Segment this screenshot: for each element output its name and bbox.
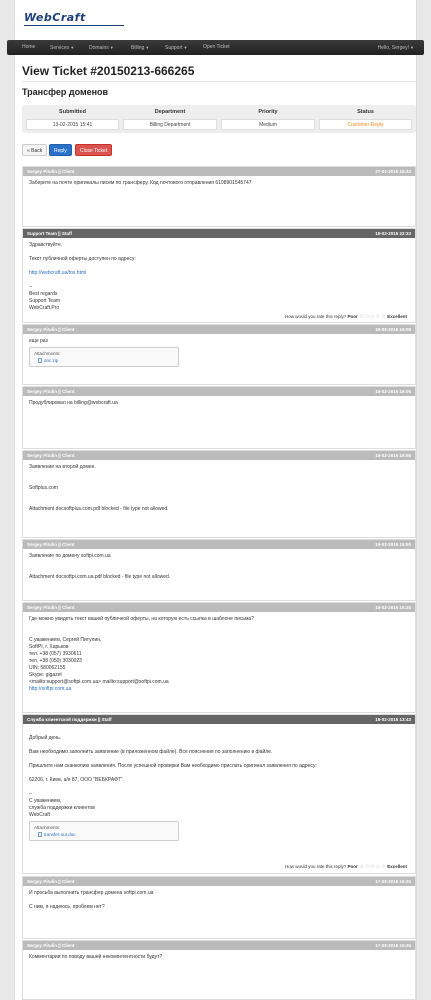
message-line: Заявление по домену softpi.com.ua bbox=[29, 553, 111, 559]
site-logo[interactable] bbox=[24, 11, 124, 26]
message-body bbox=[23, 460, 415, 517]
file-icon bbox=[38, 358, 42, 363]
logo-text: WebCraft bbox=[24, 11, 86, 24]
nav-open-ticket-label: Open Ticket bbox=[203, 44, 230, 50]
close-ticket-button[interactable]: Close Ticket bbox=[75, 144, 112, 156]
nav-support[interactable] bbox=[165, 40, 187, 55]
message-line: Добрый день. bbox=[29, 735, 62, 741]
message-line: тел. +38 (057) 3930611 bbox=[29, 651, 82, 657]
rating-excellent-label: Excellent bbox=[387, 314, 407, 319]
message-author: Sergey Pitulin || Client bbox=[27, 453, 75, 458]
message-author: Support Team || Staff bbox=[27, 231, 72, 236]
message-line: И просьба выполнить трансфер домена softpi.com.ua bbox=[29, 890, 154, 896]
message-header bbox=[23, 325, 415, 334]
info-department bbox=[121, 105, 219, 133]
message-header bbox=[23, 603, 415, 612]
message-author: Sergey Pitulin || Client bbox=[27, 879, 75, 884]
message-line: 62206, г. Киев, а/я 87, ООО "ВЕБКРАФТ". bbox=[29, 777, 124, 783]
nav-user-menu[interactable] bbox=[378, 40, 414, 55]
message-author: Sergey Pitulin || Client bbox=[27, 169, 75, 174]
nav-billing-label: Billing bbox=[131, 45, 145, 51]
reply-button[interactable]: Reply bbox=[49, 144, 72, 156]
message-item bbox=[22, 324, 416, 385]
website-link[interactable]: http://softpi.com.ua bbox=[29, 686, 72, 692]
message-date: 19-02-2015 15:25 bbox=[375, 605, 411, 610]
attachment-filename: doc.zip bbox=[44, 358, 59, 363]
nav-billing[interactable] bbox=[131, 40, 149, 55]
message-line: WebCraft.Pro bbox=[29, 305, 60, 311]
message-body bbox=[23, 334, 415, 371]
message-line: Где можно увидеть текст вашей публичной оферты, на которую есть ссылка в шаблоне письма? bbox=[29, 616, 254, 622]
message-header bbox=[23, 387, 415, 396]
message-line: Заберите на почте оригиналы писем по трансферу. Код почтового отправления 6108901545747 bbox=[29, 180, 252, 186]
message-line: <mailto:support@softpi.com.ua> mailto:support@softpi.com.ua bbox=[29, 679, 169, 685]
message-line: Продублировал на billing@webcraft.ua bbox=[29, 400, 118, 406]
message-item bbox=[22, 876, 416, 939]
rating-poor-label: Poor bbox=[347, 864, 358, 869]
info-priority bbox=[219, 105, 317, 133]
message-line: тел. +38 (050) 3030023 bbox=[29, 658, 82, 664]
top-navbar bbox=[7, 40, 424, 55]
attachments-box bbox=[29, 821, 179, 841]
message-header bbox=[23, 877, 415, 886]
nav-support-label: Support bbox=[165, 45, 183, 51]
message-line: Заявление на второй домен. bbox=[29, 464, 96, 470]
info-department-header: Department bbox=[154, 109, 186, 115]
message-date: 19-02-2015 22:33 bbox=[375, 231, 411, 236]
message-author: Sergey Pitulin || Client bbox=[27, 542, 75, 547]
message-body bbox=[23, 724, 415, 845]
info-priority-header: Priority bbox=[258, 109, 278, 115]
nav-services[interactable] bbox=[50, 40, 74, 55]
message-line: Пришлите нам сканкопию заявления. После успешной проверки Вам необходимо прислать оригинал заявления по адресу: bbox=[29, 763, 317, 769]
message-line: Best regards bbox=[29, 291, 58, 297]
message-item bbox=[22, 940, 416, 1000]
message-item bbox=[22, 450, 416, 538]
message-date: 19-02-2015 13:43 bbox=[375, 717, 411, 722]
message-body bbox=[23, 238, 415, 316]
message-line: Здравствуйте. bbox=[29, 242, 63, 248]
message-author: Sergey Pitulin || Client bbox=[27, 943, 75, 948]
message-body bbox=[23, 612, 415, 697]
status-badge: Customer-Reply bbox=[319, 119, 412, 130]
nav-home[interactable] bbox=[22, 40, 35, 55]
page-title: View Ticket #20150213-666265 bbox=[22, 64, 195, 78]
message-date: 19-02-2015 15:55 bbox=[375, 453, 411, 458]
message-author: Sergey Pitulin || Client bbox=[27, 605, 75, 610]
rating-question: How would you rate this reply? bbox=[284, 864, 347, 869]
info-status-header: Status bbox=[357, 109, 374, 115]
message-item bbox=[22, 714, 416, 874]
message-item bbox=[22, 228, 416, 323]
message-date: 19-02-2015 16:08 bbox=[375, 327, 411, 332]
message-header bbox=[23, 941, 415, 950]
caret-down-icon: ▼ bbox=[109, 45, 114, 50]
message-item bbox=[22, 602, 416, 713]
attachment-link[interactable] bbox=[38, 831, 174, 838]
message-line: WebCraft bbox=[29, 812, 51, 818]
info-department-value: Billing Department bbox=[123, 119, 217, 130]
message-body bbox=[23, 886, 415, 915]
message-line: UIN: 580062155 bbox=[29, 665, 66, 671]
message-date: 17-02-2015 15:26 bbox=[375, 943, 411, 948]
message-header bbox=[23, 540, 415, 549]
message-header bbox=[23, 167, 415, 176]
message-author: Sergey Pitulin || Client bbox=[27, 389, 75, 394]
attachments-label: Attachments: bbox=[34, 825, 61, 830]
message-line: Вам необходимо заполнить заявление (в приложенном файле). Все пояснения по заполнению в файле. bbox=[29, 749, 273, 755]
caret-down-icon: ▼ bbox=[70, 45, 75, 50]
message-line: С уважением, bbox=[29, 798, 62, 804]
message-header bbox=[23, 715, 415, 724]
message-item bbox=[22, 539, 416, 601]
attachment-link[interactable] bbox=[38, 357, 174, 364]
message-author: Служба клиентской поддержки || Staff bbox=[27, 717, 112, 722]
message-date: 27-02-2015 10:33 bbox=[375, 169, 411, 174]
ticket-info-box bbox=[22, 105, 416, 133]
message-header bbox=[23, 451, 415, 460]
info-status bbox=[317, 105, 414, 133]
title-divider bbox=[22, 81, 416, 82]
message-body bbox=[23, 549, 415, 585]
nav-home-label: Home bbox=[22, 44, 36, 50]
message-line: Комментарии по поводу вашей некомпетентности будут? bbox=[29, 954, 163, 960]
message-line: С ним, я надеюсь, проблем нет? bbox=[29, 904, 105, 910]
message-line: служба поддержки клиентов bbox=[29, 805, 95, 811]
message-line: Support Team bbox=[29, 298, 61, 304]
message-date: 17-02-2015 16:25 bbox=[375, 879, 411, 884]
message-item bbox=[22, 386, 416, 449]
reply-rating bbox=[285, 313, 407, 320]
message-item bbox=[22, 166, 416, 227]
caret-down-icon: ▼ bbox=[145, 45, 150, 50]
attachments-label: Attachments: bbox=[34, 351, 61, 356]
message-date: 19-02-2015 15:50 bbox=[375, 542, 411, 547]
message-line: Текст публичной оферты доступен по адресу: bbox=[29, 256, 136, 262]
message-line: -- bbox=[29, 791, 33, 797]
nav-domains-label: Domains bbox=[89, 45, 109, 51]
rating-question: How would you rate this reply? bbox=[284, 314, 347, 319]
message-line: еще раз bbox=[29, 338, 48, 344]
rating-poor-label: Poor bbox=[347, 314, 358, 319]
info-submitted-value: 13-02-2015 15:41 bbox=[26, 119, 119, 130]
rating-stars-icon[interactable]: ☆☆☆☆☆ bbox=[359, 314, 386, 320]
message-line: Softplus.com bbox=[29, 485, 58, 491]
message-line: -- bbox=[29, 284, 33, 290]
nav-services-label: Services bbox=[50, 45, 70, 51]
message-line: С уважением, Сергей Питулин, bbox=[29, 637, 102, 643]
message-date: 19-02-2015 16:05 bbox=[375, 389, 411, 394]
message-body bbox=[23, 176, 415, 191]
nav-domains[interactable] bbox=[89, 40, 114, 55]
message-author: Sergey Pitulin || Client bbox=[27, 327, 75, 332]
message-line: SoftPI, г. Харьков bbox=[29, 644, 69, 650]
caret-down-icon: ▼ bbox=[183, 45, 188, 50]
tos-link[interactable]: http://webcraft.ua/tos.html bbox=[29, 270, 87, 276]
ticket-subject: Трансфер доменов bbox=[22, 87, 109, 97]
message-header bbox=[23, 229, 415, 238]
info-submitted bbox=[24, 105, 121, 133]
reply-rating bbox=[285, 863, 407, 870]
message-body bbox=[23, 396, 415, 411]
info-submitted-header: Submitted bbox=[59, 109, 86, 115]
caret-down-icon: ▼ bbox=[410, 45, 414, 50]
nav-user-label: Hello, Sergey! bbox=[377, 45, 410, 51]
attachments-box bbox=[29, 347, 179, 367]
message-line: Attachment docsoftplus.com.pdf blocked - file type not allowed. bbox=[29, 506, 169, 512]
back-button[interactable]: « Back bbox=[22, 144, 47, 156]
info-priority-value: Medium bbox=[221, 119, 315, 130]
attachment-filename: transfer-out.doc bbox=[44, 832, 76, 837]
message-body bbox=[23, 950, 415, 965]
nav-open-ticket[interactable] bbox=[203, 40, 230, 55]
message-line: Attachment docsoftpi.com.ua.pdf blocked - file type not allowed. bbox=[29, 574, 171, 580]
rating-excellent-label: Excellent bbox=[387, 864, 407, 869]
rating-stars-icon[interactable]: ☆☆☆☆☆ bbox=[359, 864, 386, 870]
message-line: Skype: gigazet bbox=[29, 672, 62, 678]
file-icon bbox=[38, 832, 42, 837]
